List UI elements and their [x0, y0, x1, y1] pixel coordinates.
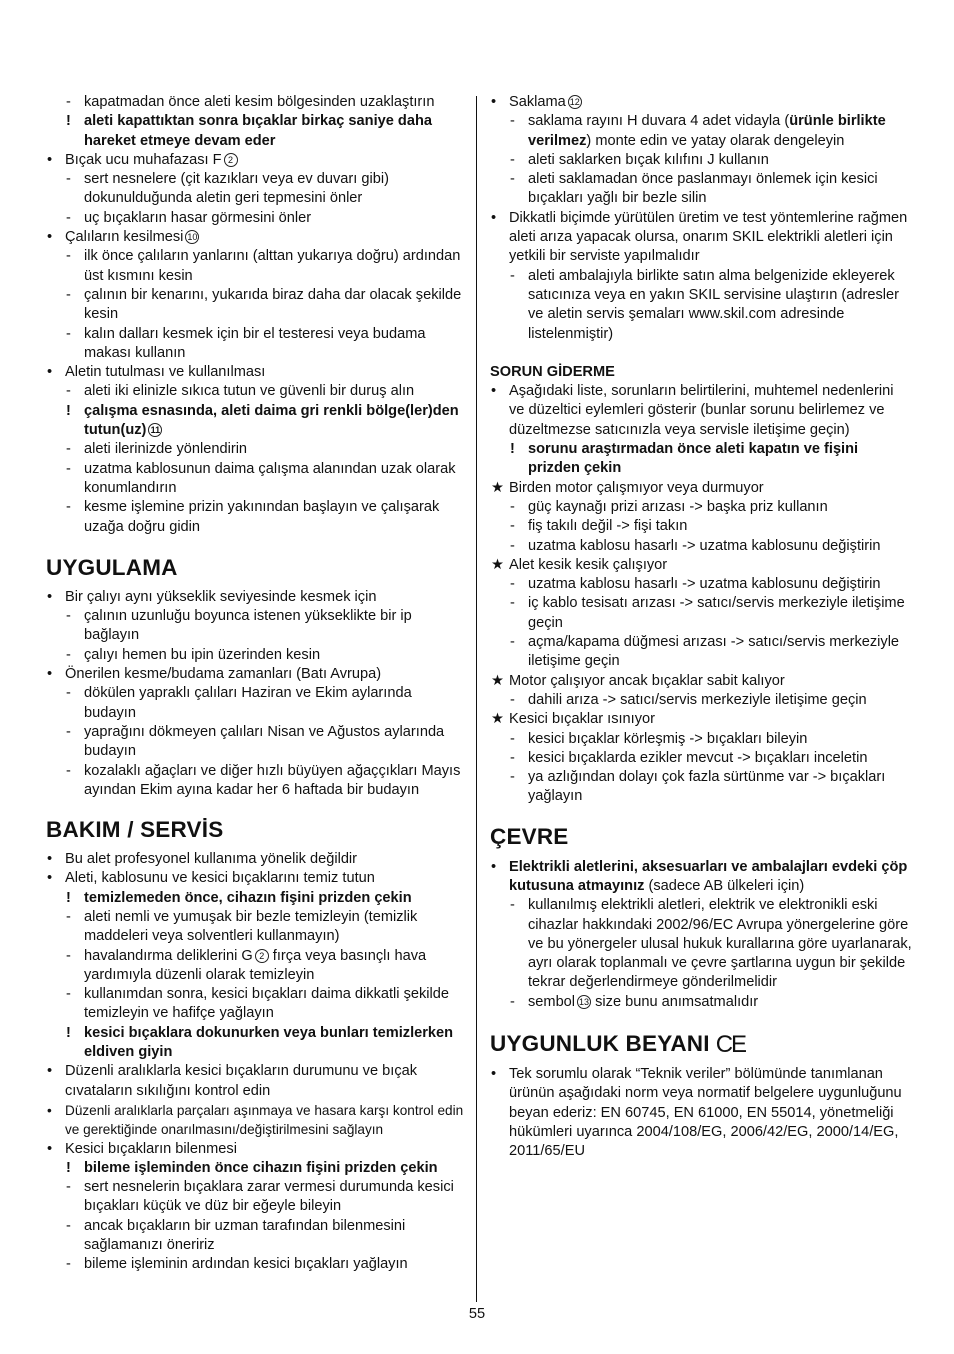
dash-marker: -	[510, 498, 515, 515]
item-text: Kesici bıçaklar ısınıyor	[509, 711, 655, 728]
item-text: Aleti, kablosunu ve kesici bıçaklarını temiz tutun	[65, 870, 375, 887]
bullet-item	[46, 588, 466, 607]
circled-number: 13	[579, 996, 590, 1007]
item-text: aleti ambalajıyla birlikte satın alma belgenizide ekleyerek satıcınıza veya en yakın SKIL servisine ulaştırın (adresler ve aletin servis şemaları www.skil.com adresinde listelenmiştir)	[528, 267, 899, 342]
bullet-item	[46, 1062, 466, 1101]
bullet-item	[490, 93, 912, 112]
dash-marker: -	[66, 383, 71, 400]
dash-item	[46, 684, 466, 723]
item-text: aleti iki elinizle sıkıca tutun ve güvenli bir duruş alın	[84, 383, 415, 400]
dash-item	[46, 93, 466, 112]
dash-marker: -	[66, 762, 71, 779]
bullet-marker: •	[491, 858, 497, 875]
dash-item	[490, 730, 912, 749]
item-text: saklama rayını H duvara 4 adet vidayla (	[528, 113, 790, 130]
dash-marker: -	[510, 769, 515, 786]
dash-item	[46, 382, 466, 401]
star-item	[490, 556, 912, 575]
dash-marker: -	[66, 441, 71, 458]
warn-marker: !	[66, 1159, 71, 1176]
bullet-marker: •	[47, 1102, 52, 1118]
item-text: Düzenli aralıklarla kesici bıçakların durumunu ve bıçak cıvataların sıkılığını kontrol edin	[65, 1063, 418, 1099]
item-text: fiş takılı değil -> fişi takın	[528, 518, 688, 535]
dash-marker: -	[66, 723, 71, 740]
warn-marker: !	[66, 1024, 71, 1041]
dash-marker: -	[510, 993, 515, 1010]
item-text: uç bıçakların hasar görmesini önler	[84, 209, 312, 226]
sorun-list	[490, 382, 912, 807]
bullet-marker: •	[47, 851, 53, 868]
item-text-after: fırça veya basınçlı hava yardımıyla düzenli olarak temizleyin	[84, 947, 427, 983]
ce-mark-icon: CE	[715, 1031, 746, 1059]
dash-item	[46, 1217, 466, 1256]
item-text: ya azlığından dolayı çok fazla sürtünme var -> bıçakları yağlayın	[528, 769, 886, 805]
item-text: Aletin tutulması ve kullanılması	[65, 364, 266, 381]
cevre-list	[490, 858, 912, 1012]
dash-item	[490, 537, 912, 556]
item-text: dökülen yapraklı çalıları Haziran ve Ekim aylarında budayın	[84, 685, 412, 721]
star-marker: ★	[491, 711, 505, 728]
item-text: kesici bıçaklarda ezikler mevcut -> bıçakları inceletin	[528, 749, 868, 766]
item-text: açma/kapama düğmesi arızası -> satıcı/servis merkeziyle iletişime geçin	[528, 634, 900, 670]
dash-item	[46, 247, 466, 286]
item-text: sorunu araştırmadan önce aleti kapatın ve fişini prizden çekin	[528, 441, 859, 477]
item-bold-text: ürünle birlikte verilmez	[528, 113, 886, 149]
item-text: Önerilen kesme/budama zamanları (Batı Avrupa)	[65, 666, 382, 683]
dash-marker: -	[510, 595, 515, 612]
item-text: bileme işleminden önce cihazın fişini prizden çekin	[84, 1159, 438, 1176]
column-divider	[476, 96, 477, 1302]
heading-uygunluk-beyani	[490, 1031, 912, 1058]
item-text: kullanılmış elektrikli aletleri, elektrik ve elektronikli eski cihazlar hakkındaki 2002/96/EC Avrupa yönergelerine göre ve bu yönergeler ulusal hukuk kurallarına göre uyarlanarak, ayrı olarak toplanmalı ve çevre şartlarına uygun bir şekilde tekrar değerlendirmeye gönderilmelidir	[528, 897, 912, 991]
dash-item	[46, 607, 466, 646]
item-text: sert nesnelere (çit kazıkları veya ev duvarı gibi) dokunulduğunda aletin geri tepmesini önler	[84, 171, 389, 207]
bullet-item	[46, 151, 466, 170]
item-text: Düzenli aralıklarla parçaları aşınmaya ve hasara karşı kontrol edin ve gerektiğinde onarılmasını/değiştirilmesini sağlayın	[65, 1102, 464, 1138]
heading-cevre: ÇEVRE	[490, 823, 569, 849]
item-text: çalının bir kenarını, yukarıda biraz daha dar olacak şekilde kesin	[84, 286, 462, 323]
bullet-item	[490, 1065, 912, 1161]
item-text: ilk önce çalıların yanlarını (alttan yukarıya doğru) ardından üst kısmını kesin	[84, 248, 461, 284]
dash-marker: -	[66, 94, 71, 110]
dash-item	[490, 993, 912, 1012]
uygulama-list	[46, 588, 466, 800]
item-text: kozalaklı ağaçları ve diğer hızlı büyüyen ağaççıkları Mayıs ayından Ekim ayına kadar her 6 haftada bir budayın	[84, 762, 461, 798]
item-text-after: ) monte edin ve yatay olarak dengeleyin	[586, 132, 845, 149]
star-item	[490, 710, 912, 729]
dash-item	[46, 498, 466, 537]
bullet-item	[490, 858, 912, 897]
item-text: kesme işlemine prizin yakınından başlayın ve çalışarak uzağa doğru gidin	[84, 499, 440, 535]
left-intro-list	[46, 93, 466, 537]
bullet-item	[46, 869, 466, 888]
star-marker: ★	[491, 672, 505, 689]
warn-item	[46, 1159, 466, 1178]
dash-item	[46, 947, 466, 986]
dash-marker: -	[66, 608, 71, 625]
dash-marker: -	[510, 518, 515, 535]
item-text: Birden motor çalışmıyor veya durmuyor	[509, 479, 764, 496]
uygunluk-heading-text: UYGUNLUK BEYANI	[490, 1031, 710, 1057]
dash-marker: -	[66, 325, 71, 342]
item-text: sembol	[528, 993, 576, 1010]
dash-item	[46, 440, 466, 459]
dash-marker: -	[510, 537, 515, 554]
item-text: Alet kesik kesik çalışıyor	[509, 556, 668, 573]
dash-marker: -	[510, 171, 515, 188]
bullet-item	[46, 665, 466, 684]
dash-marker: -	[66, 286, 71, 303]
dash-item	[46, 209, 466, 228]
dash-marker: -	[510, 897, 515, 914]
dash-item	[490, 267, 912, 344]
item-text: aleti nemli ve yumuşak bir bezle temizleyin (temizlik maddeleri veya solventleri kullanmayın)	[84, 908, 418, 945]
dash-marker: -	[66, 460, 71, 477]
item-text: Bıçak ucu muhafazası F	[65, 151, 222, 168]
uygunluk-list	[490, 1065, 912, 1161]
item-text: kapatmadan önce aleti kesim bölgesinden uzaklaştırın	[84, 94, 435, 110]
dash-marker: -	[66, 1179, 71, 1196]
item-text: havalandırma deliklerini G	[84, 947, 253, 964]
item-text: Aşağıdaki liste, sorunların belirtilerini, muhtemel nedenlerini ve düzeltici eylemleri gösterir (bunlar sorunu belirlemez ve düzeltmezse satıcınızla veya servisle iletişime geçin)	[509, 383, 894, 438]
dash-marker: -	[510, 267, 515, 284]
dash-item	[490, 498, 912, 517]
warn-marker: !	[66, 113, 71, 130]
dash-marker: -	[510, 749, 515, 766]
bullet-marker: •	[47, 1063, 53, 1080]
item-text: çalının uzunluğu boyunca istenen yükseklikte bir ip bağlayın	[84, 608, 412, 644]
left-column	[46, 93, 466, 1275]
bullet-marker: •	[491, 209, 497, 226]
item-text: Saklama	[509, 94, 566, 110]
dash-item	[490, 575, 912, 594]
dash-item	[46, 908, 466, 947]
star-marker: ★	[491, 556, 505, 573]
item-text: Dikkatli biçimde yürütülen üretim ve test yöntemlerine rağmen aleti arıza yapacak olursa, onarım SKIL elektrikli aletleri için yetkili bir serviste yapılmalıdır	[509, 209, 908, 265]
dash-marker: -	[66, 248, 71, 265]
bullet-marker: •	[47, 870, 53, 887]
bullet-marker: •	[491, 383, 497, 400]
dash-marker: -	[66, 908, 71, 925]
bullet-marker: •	[491, 1066, 497, 1083]
dash-item	[490, 768, 912, 807]
heading-uygulama: UYGULAMA	[46, 554, 178, 580]
dash-marker: -	[66, 685, 71, 702]
warn-item	[46, 112, 466, 151]
item-text: ancak bıçakların bir uzman tarafından bilenmesini sağlamanızı öneririz	[84, 1217, 406, 1254]
dash-item	[490, 112, 912, 151]
star-item	[490, 672, 912, 691]
item-text: kesici bıçaklar körleşmiş -> bıçakları bileyin	[528, 730, 808, 747]
bullet-item	[46, 228, 466, 247]
dash-marker: -	[510, 113, 515, 130]
dash-marker: -	[510, 151, 515, 168]
circled-number: 10	[187, 232, 198, 243]
item-text: aleti kapattıktan sonra bıçaklar birkaç saniye daha hareket etmeye devam eder	[84, 113, 432, 149]
item-text: Tek sorumlu olarak “Teknik veriler” bölümünde tanımlanan ürünün aşağıdaki norm veya normatif belgelere uygunluğunu beyan ederiz: EN 60745, EN 61000, EN 55014, yönetmeliği hükümleri uyarınca 2004/108/EG, 2006/42/EG, 2000/14/EG, 2011/65/EU	[509, 1066, 902, 1160]
star-marker: ★	[491, 479, 505, 496]
dash-item	[46, 646, 466, 665]
item-text: Bir çalıyı aynı yükseklik seviyesinde kesmek için	[65, 588, 377, 605]
item-text: kesici bıçaklara dokunurken veya bunları temizlerken eldiven giyin	[84, 1024, 454, 1061]
item-text: uzatma kablosu hasarlı -> uzatma kablosunu değiştirin	[528, 537, 881, 554]
item-text: çalıyı hemen bu ipin üzerinden kesin	[84, 646, 321, 663]
dash-marker: -	[66, 1256, 71, 1273]
dash-marker: -	[510, 576, 515, 593]
dash-item	[490, 594, 912, 633]
item-text: Çalıların kesilmesi	[65, 229, 184, 246]
dash-item	[46, 460, 466, 499]
heading-bakim-servis: BAKIM / SERVİS	[46, 817, 224, 843]
dash-item	[490, 633, 912, 672]
dash-marker: -	[66, 209, 71, 226]
item-text: Bu alet profesyonel kullanıma yönelik değildir	[65, 851, 358, 868]
dash-item	[490, 151, 912, 170]
bullet-marker: •	[491, 94, 497, 110]
dash-marker: -	[510, 634, 515, 651]
dash-marker: -	[66, 499, 71, 516]
item-text: yaprağını dökmeyen çalıları Nisan ve Ağustos aylarında budayın	[84, 723, 445, 760]
bullet-marker: •	[47, 666, 53, 683]
dash-marker: -	[66, 986, 71, 1003]
star-item	[490, 479, 912, 498]
dash-item	[46, 762, 466, 801]
dash-marker: -	[510, 691, 515, 708]
dash-item	[46, 1255, 466, 1274]
dash-item	[46, 1178, 466, 1217]
dash-item	[490, 896, 912, 992]
right-intro-list	[490, 93, 912, 344]
heading-sorun-giderme: SORUN GİDERME	[490, 363, 615, 380]
item-text: çalışma esnasında, aleti daima gri renkli bölge(ler)den tutun(uz)	[84, 402, 459, 439]
bullet-item	[46, 1101, 466, 1140]
dash-marker: -	[510, 730, 515, 747]
warn-item	[46, 1024, 466, 1063]
item-text: sert nesnelerin bıçaklara zarar vermesi durumunda kesici bıçakları küçük ve düz bir eğeyle bileyin	[84, 1179, 454, 1215]
dash-item	[46, 170, 466, 209]
bullet-marker: •	[47, 229, 53, 246]
item-text: Motor çalışıyor ancak bıçaklar sabit kalıyor	[509, 672, 785, 689]
bullet-marker: •	[47, 588, 53, 605]
item-text: güç kaynağı prizi arızası -> başka priz kullanın	[528, 498, 828, 515]
item-text: kullanımdan sonra, kesici bıçakları daima dikkatli şekilde temizleyin ve hafifçe yağlayın	[84, 986, 450, 1022]
page-number: 55	[468, 1306, 486, 1322]
dash-item	[46, 325, 466, 364]
warn-marker: !	[66, 889, 71, 906]
right-column	[490, 93, 912, 1162]
item-text: uzatma kablosunun daima çalışma alanından uzak olarak konumlandırın	[84, 460, 456, 496]
circled-number: 2	[224, 153, 238, 167]
item-text-after: (sadece AB ülkeleri için)	[644, 877, 805, 894]
bullet-item	[46, 363, 466, 382]
item-text: aleti ilerinizde yönlendirin	[84, 441, 248, 458]
bullet-item	[490, 382, 912, 440]
dash-marker: -	[66, 646, 71, 663]
dash-item	[46, 985, 466, 1024]
warn-item	[490, 440, 912, 479]
bakim-list	[46, 850, 466, 1275]
circled-number: 12	[569, 97, 580, 107]
dash-item	[490, 691, 912, 710]
warn-marker: !	[510, 441, 515, 458]
item-text: iç kablo tesisatı arızası -> satıcı/servis merkeziyle iletişime geçin	[528, 595, 905, 631]
item-text: dahili arıza -> satıcı/servis merkeziyle iletişime geçin	[528, 691, 867, 708]
warn-item	[46, 889, 466, 908]
item-text: Kesici bıçakların bilenmesi	[65, 1140, 237, 1157]
dash-marker: -	[66, 947, 71, 964]
dash-item	[46, 723, 466, 762]
dash-item	[490, 170, 912, 209]
dash-marker: -	[66, 1217, 71, 1234]
bullet-item	[46, 850, 466, 869]
dash-item	[46, 286, 466, 325]
item-text-after: size bunu anımsatmalıdır	[595, 993, 759, 1010]
dash-marker: -	[66, 171, 71, 188]
item-text: temizlemeden önce, cihazın fişini prizden çekin	[84, 889, 412, 906]
item-text: bileme işleminin ardından kesici bıçakları yağlayın	[84, 1256, 408, 1273]
bullet-marker: •	[47, 364, 53, 381]
item-bold-text: Elektrikli aletlerini, aksesuarları ve ambalajları evdeki çöp kutusuna atmayınız	[509, 858, 908, 894]
circled-number: 11	[148, 423, 162, 437]
item-text: aleti saklamadan önce paslanmayı önlemek için kesici bıçakları yağlı bir bezle silin	[528, 171, 878, 207]
bullet-marker: •	[47, 151, 53, 168]
circled-number: 2	[255, 949, 269, 963]
bullet-item	[46, 1140, 466, 1159]
item-text: aleti saklarken bıçak kılıfını J kullanın	[528, 151, 769, 168]
warn-item	[46, 402, 466, 441]
bullet-marker: •	[47, 1140, 53, 1157]
bullet-item	[490, 209, 912, 267]
dash-item	[490, 749, 912, 768]
item-text: kalın dalları kesmek için bir el testeresi veya budama makası kullanın	[84, 325, 426, 361]
dash-item	[490, 517, 912, 536]
item-text: uzatma kablosu hasarlı -> uzatma kablosunu değiştirin	[528, 576, 881, 593]
warn-marker: !	[66, 402, 71, 419]
